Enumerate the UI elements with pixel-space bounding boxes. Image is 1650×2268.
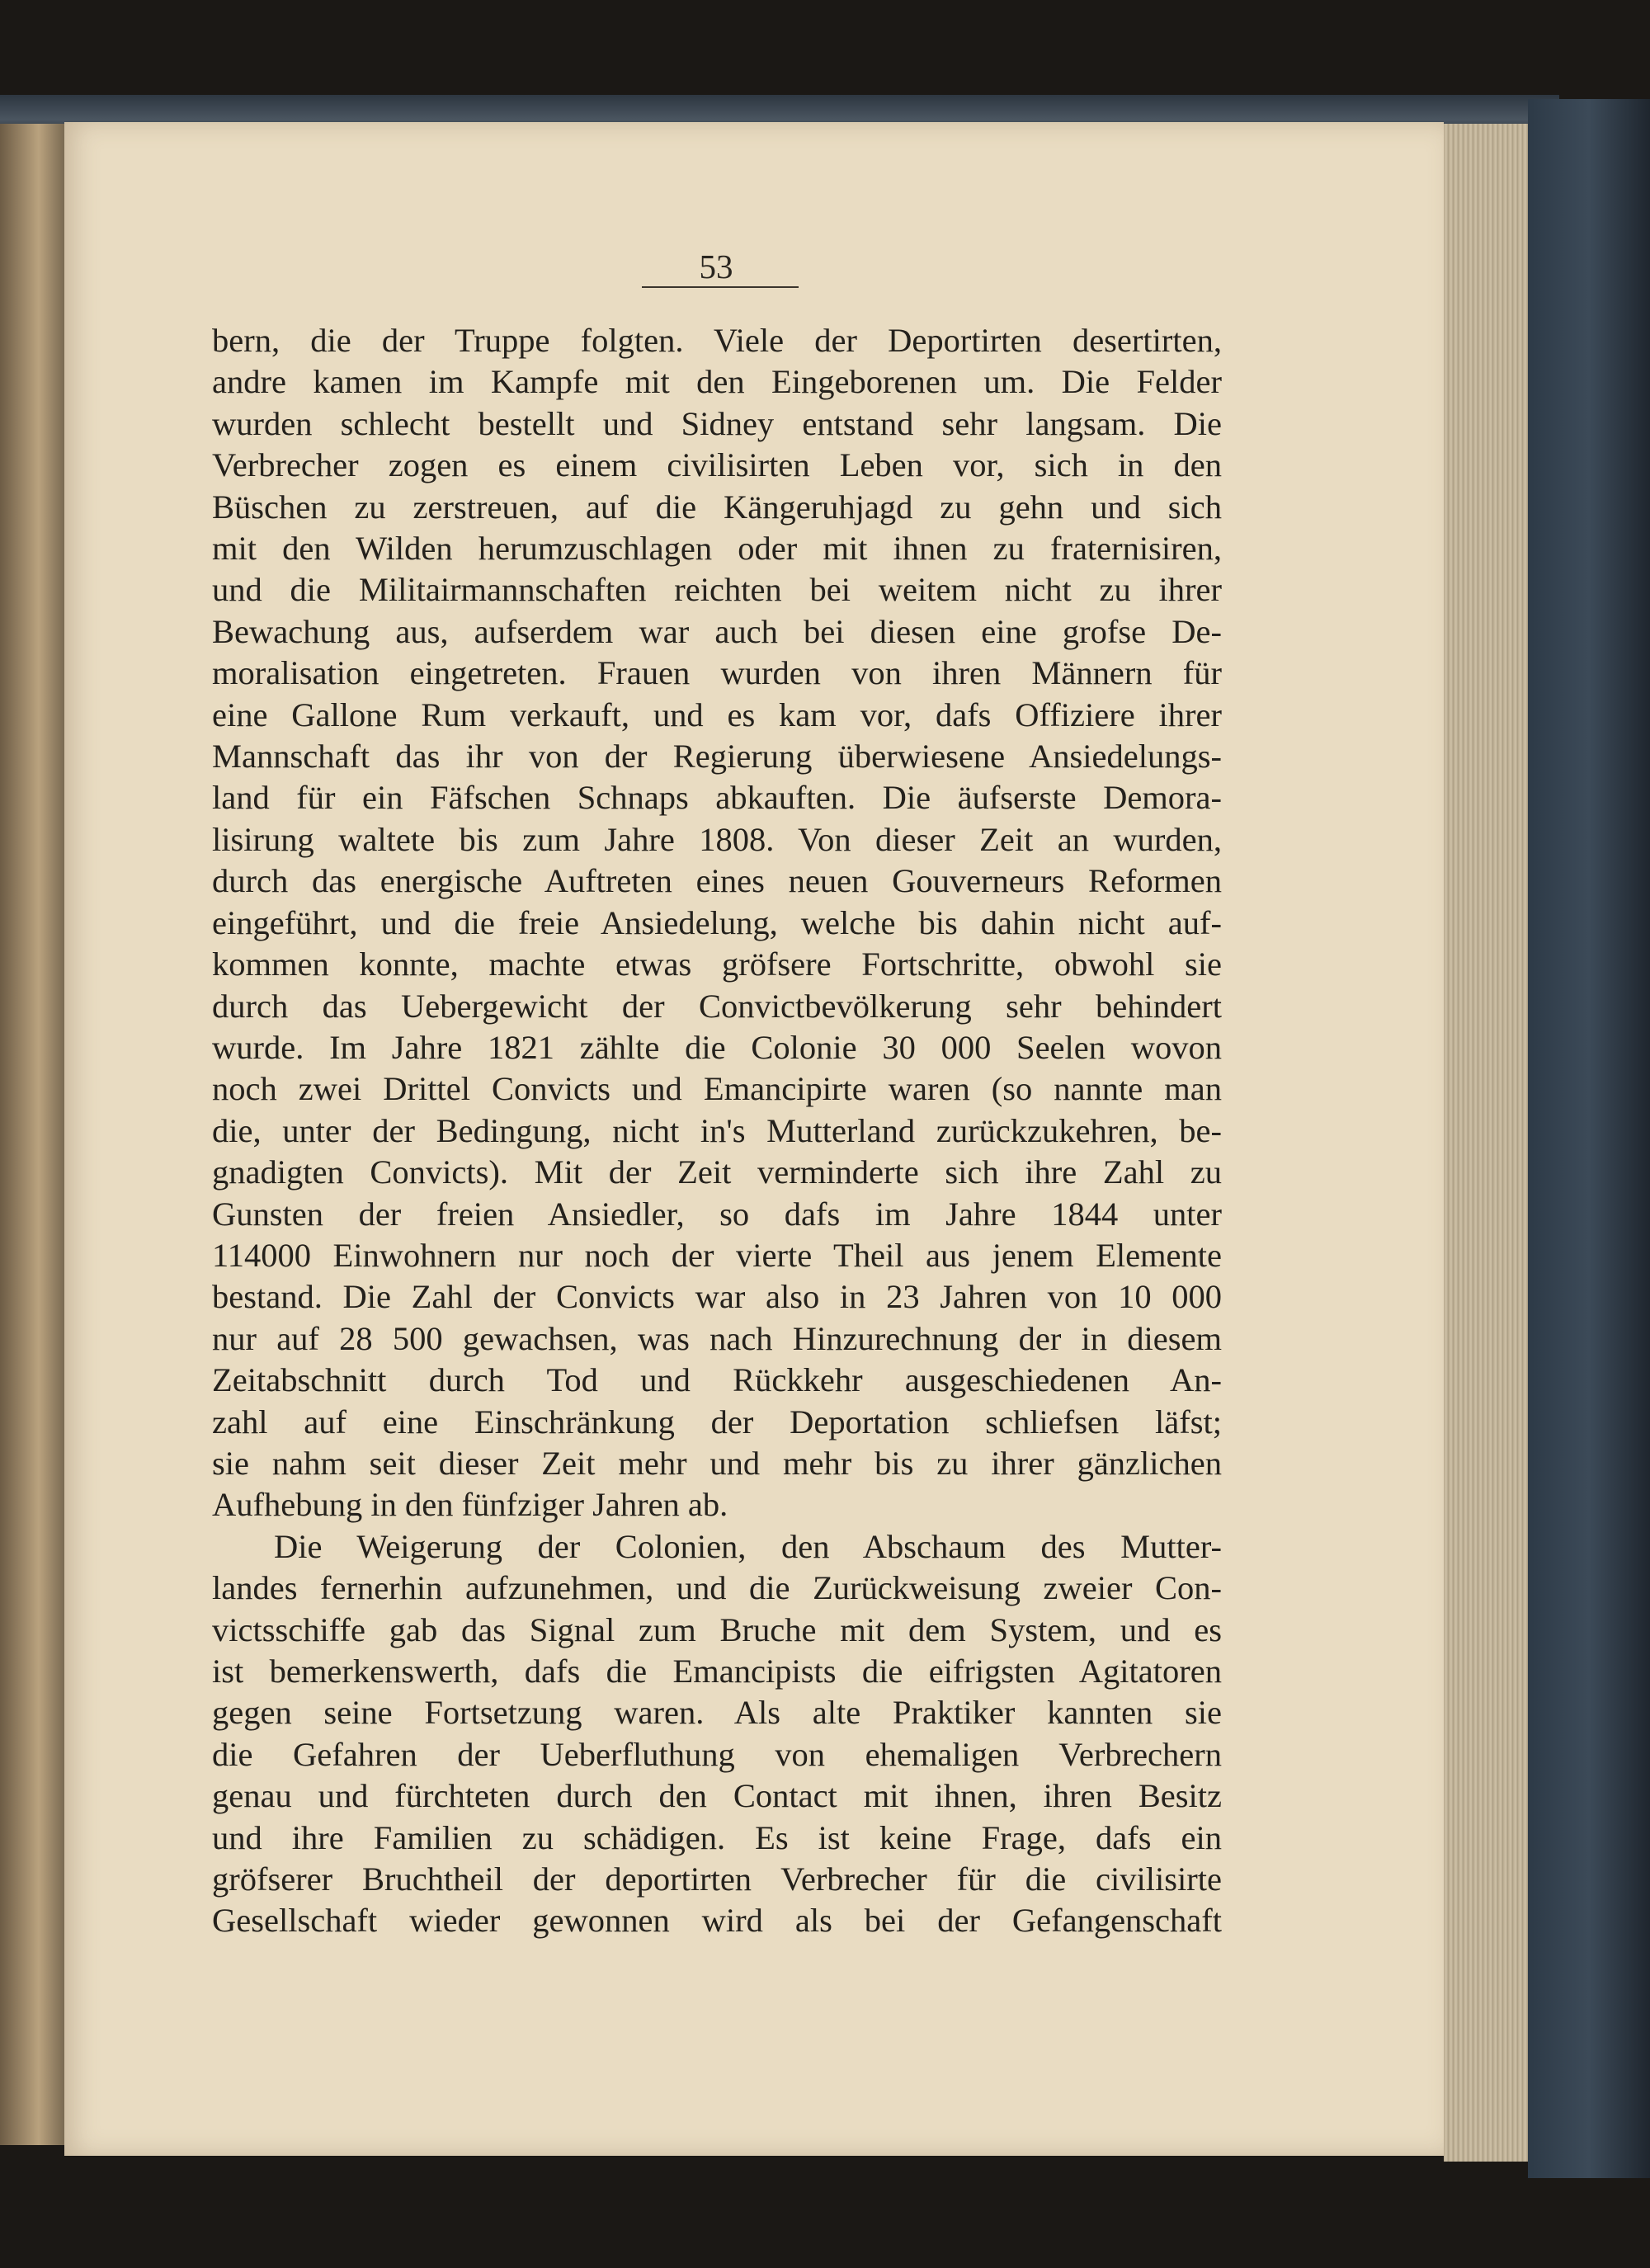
text-line: Mannschaft das ihr von der Regierung überwiesene Ansiedelungs- xyxy=(212,738,1222,776)
text-line: Die Weigerung der Colonien, den Abschaum des Mutter- xyxy=(274,1527,1222,1565)
text-line: Gesellschaft wieder gewonnen wird als bei der Gefangenschaft xyxy=(212,1902,1222,1940)
text-line: noch zwei Drittel Convicts und Emancipirte waren (so nannte man xyxy=(212,1070,1222,1108)
text-line: sie nahm seit dieser Zeit mehr und mehr bis zu ihrer gänzlichen xyxy=(212,1444,1222,1482)
text-line: Aufhebung in den fünfziger Jahren ab. xyxy=(212,1486,728,1524)
text-line: durch das energische Auftreten eines neuen Gouverneurs Reformen xyxy=(212,862,1222,900)
text-line: andre kamen im Kampfe mit den Eingeborenen um. Die Felder xyxy=(212,363,1222,401)
page-stack-edge xyxy=(1444,124,1528,2162)
text-line: wurde. Im Jahre 1821 zählte die Colonie 30 000 Seelen wovon xyxy=(212,1028,1222,1066)
text-line: Verbrecher zogen es einem civilisirten Leben vor, sich in den xyxy=(212,446,1222,484)
body-text xyxy=(212,320,1222,1942)
text-line: kommen konnte, machte etwas gröfsere Fortschritte, obwohl sie xyxy=(212,945,1222,983)
text-line: durch das Uebergewicht der Convictbevölkerung sehr behindert xyxy=(212,987,1222,1025)
text-line: Büschen zu zerstreuen, auf die Kängeruhjagd zu gehn und sich xyxy=(212,488,1222,526)
text-line: genau und fürchteten durch den Contact mit ihnen, ihren Besitz xyxy=(212,1777,1222,1815)
text-line: gröfserer Bruchtheil der deportirten Verbrecher für die civilisirte xyxy=(212,1860,1222,1898)
text-line: Zeitabschnitt durch Tod und Rückkehr ausgeschiedenen An- xyxy=(212,1361,1222,1399)
text-line: wurden schlecht bestellt und Sidney entstand sehr langsam. Die xyxy=(212,404,1222,442)
text-line: 114000 Einwohnern nur noch der vierte Theil aus jenem Elemente xyxy=(212,1236,1222,1274)
text-line: gnadigten Convicts). Mit der Zeit verminderte sich ihre Zahl zu xyxy=(212,1153,1222,1191)
text-line: und ihre Familien zu schädigen. Es ist keine Frage, dafs ein xyxy=(212,1818,1222,1856)
book-cover-right xyxy=(1528,99,1650,2178)
text-line: landes fernerhin aufzunehmen, und die Zurückweisung zweier Con- xyxy=(212,1569,1222,1607)
text-line: bestand. Die Zahl der Convicts war also in 23 Jahren von 10 000 xyxy=(212,1278,1222,1316)
text-line: Gunsten der freien Ansiedler, so dafs im Jahre 1844 unter xyxy=(212,1195,1222,1233)
text-line: land für ein Fäfschen Schnaps abkauften. Die äufserste Demora- xyxy=(212,779,1222,817)
text-line: die, unter der Bedingung, nicht in's Mutterland zurückzukehren, be- xyxy=(212,1111,1222,1149)
page-number-rule xyxy=(642,286,799,288)
text-line: die Gefahren der Ueberfluthung von ehemaligen Verbrechern xyxy=(212,1735,1222,1773)
text-line: eine Gallone Rum verkauft, und es kam vor, dafs Offiziere ihrer xyxy=(212,695,1222,733)
text-line: moralisation eingetreten. Frauen wurden von ihren Männern für xyxy=(212,654,1222,692)
text-line: mit den Wilden herumzuschlagen oder mit ihnen zu fraternisiren, xyxy=(212,530,1222,568)
text-line: und die Militairmannschaften reichten bei weitem nicht zu ihrer xyxy=(212,571,1222,609)
text-line: nur auf 28 500 gewachsen, was nach Hinzurechnung der in diesem xyxy=(212,1319,1222,1357)
text-line: eingeführt, und die freie Ansiedelung, welche bis dahin nicht auf- xyxy=(212,903,1222,941)
text-line: lisirung waltete bis zum Jahre 1808. Von dieser Zeit an wurden, xyxy=(212,820,1222,858)
text-line: zahl auf eine Einschränkung der Deportation schliefsen läfst; xyxy=(212,1403,1222,1440)
text-line: victsschiffe gab das Signal zum Bruche mit dem System, und es xyxy=(212,1610,1222,1648)
text-line: gegen seine Fortsetzung waren. Als alte Praktiker kannten sie xyxy=(212,1694,1222,1732)
left-page-edge xyxy=(0,124,64,2145)
page-number: 53 xyxy=(699,248,733,285)
text-line: ist bemerkenswerth, dafs die Emancipists die eifrigsten Agitatoren xyxy=(212,1653,1222,1690)
text-line: Bewachung aus, aufserdem war auch bei diesen eine grofse De- xyxy=(212,612,1222,650)
text-line: bern, die der Truppe folgten. Viele der Deportirten desertirten, xyxy=(212,322,1222,359)
